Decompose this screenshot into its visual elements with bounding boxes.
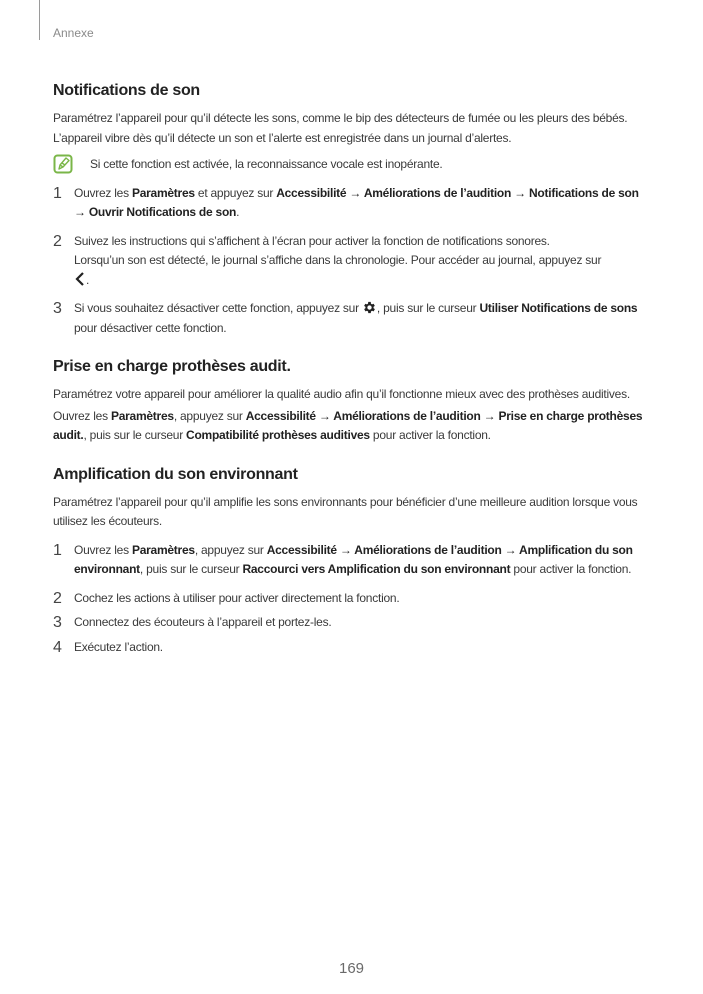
step-number: 3 [53,614,62,631]
section-protheses-audit [53,358,643,446]
note-text: Si cette fonction est activée, la reconnaissance vocale est inopérante. [90,157,443,171]
margin-rule [39,0,40,40]
section-title: Amplification du son environnant [53,465,298,483]
section-notifications-de-son [53,82,643,338]
step-number: 1 [53,184,62,202]
step-number: 1 [53,541,62,559]
step [53,541,643,580]
step-text: Lorsqu’un son est détecté, le journal s’affiche dans la chronologie. Pour accéder au journal, appuyez sur . [74,253,602,287]
step-text: Exécutez l’action. [74,639,163,654]
section-instructions: Ouvrez les Paramètres, appuyez sur Accessibilité → Améliorations de l’audition → Prise en charge prothèses audit., puis sur le curseur Compatibilité prothèses auditives pour activer la fonction. [53,408,643,442]
step [53,589,643,609]
step-number: 2 [53,589,62,607]
step [53,638,643,658]
step-number: 2 [53,232,62,250]
section-title: Notifications de son [53,82,200,99]
step [53,613,643,633]
step-text: Ouvrez les Paramètres et appuyez sur Accessibilité → Améliorations de l’audition → Notifications de son → Ouvrir Notifications de son. [74,185,639,219]
note [53,154,643,175]
step-text: Suivez les instructions qui s’affichent à l’écran pour activer la fonction de notifications sonores. [74,233,550,248]
page-number: 169 [338,960,365,977]
step-number: 4 [53,638,62,656]
running-header: Annexe [53,26,94,40]
step [53,184,643,223]
step-text: Ouvrez les Paramètres, appuyez sur Accessibilité → Améliorations de l’audition → Amplification du son environnant, puis sur le curseur Raccourci vers Amplification du son environnant pour activer la fonction. [74,542,633,576]
section-amplification-son [53,466,643,658]
note-icon [53,154,73,174]
step-list [53,184,643,339]
section-intro: Paramétrez votre appareil pour améliorer la qualité audio afin qu’il fonctionne mieux avec des prothèses auditives. [53,387,630,401]
page-content [53,82,643,657]
back-chevron-icon [74,271,86,287]
step-text: Cochez les actions à utiliser pour activer directement la fonction. [74,590,400,605]
gear-icon [362,300,377,315]
section-title: Prise en charge prothèses audit. [53,358,291,375]
step-list [53,541,643,658]
step-text: Si vous souhaitez désactiver cette fonction, appuyez sur , puis sur le curseur Utiliser Notifications de sons pour désactiver cette fonction. [74,301,638,335]
step-text: Connectez des écouteurs à l’appareil et portez-les. [74,615,332,629]
step [53,232,643,291]
section-intro: Paramétrez l’appareil pour qu’il amplifie les sons environnants pour bénéficier d’une meilleure audition lorsque vous utilisez les écouteurs. [53,494,638,528]
step-number: 3 [53,300,62,317]
step [53,299,643,338]
section-intro: Paramétrez l’appareil pour qu’il détecte les sons, comme le bip des détecteurs de fumée ou les pleurs des bébés. L’appareil vibre dès qu’il détecte un son et l’alerte est enregistrée dans un journal d’alertes. [53,111,628,145]
